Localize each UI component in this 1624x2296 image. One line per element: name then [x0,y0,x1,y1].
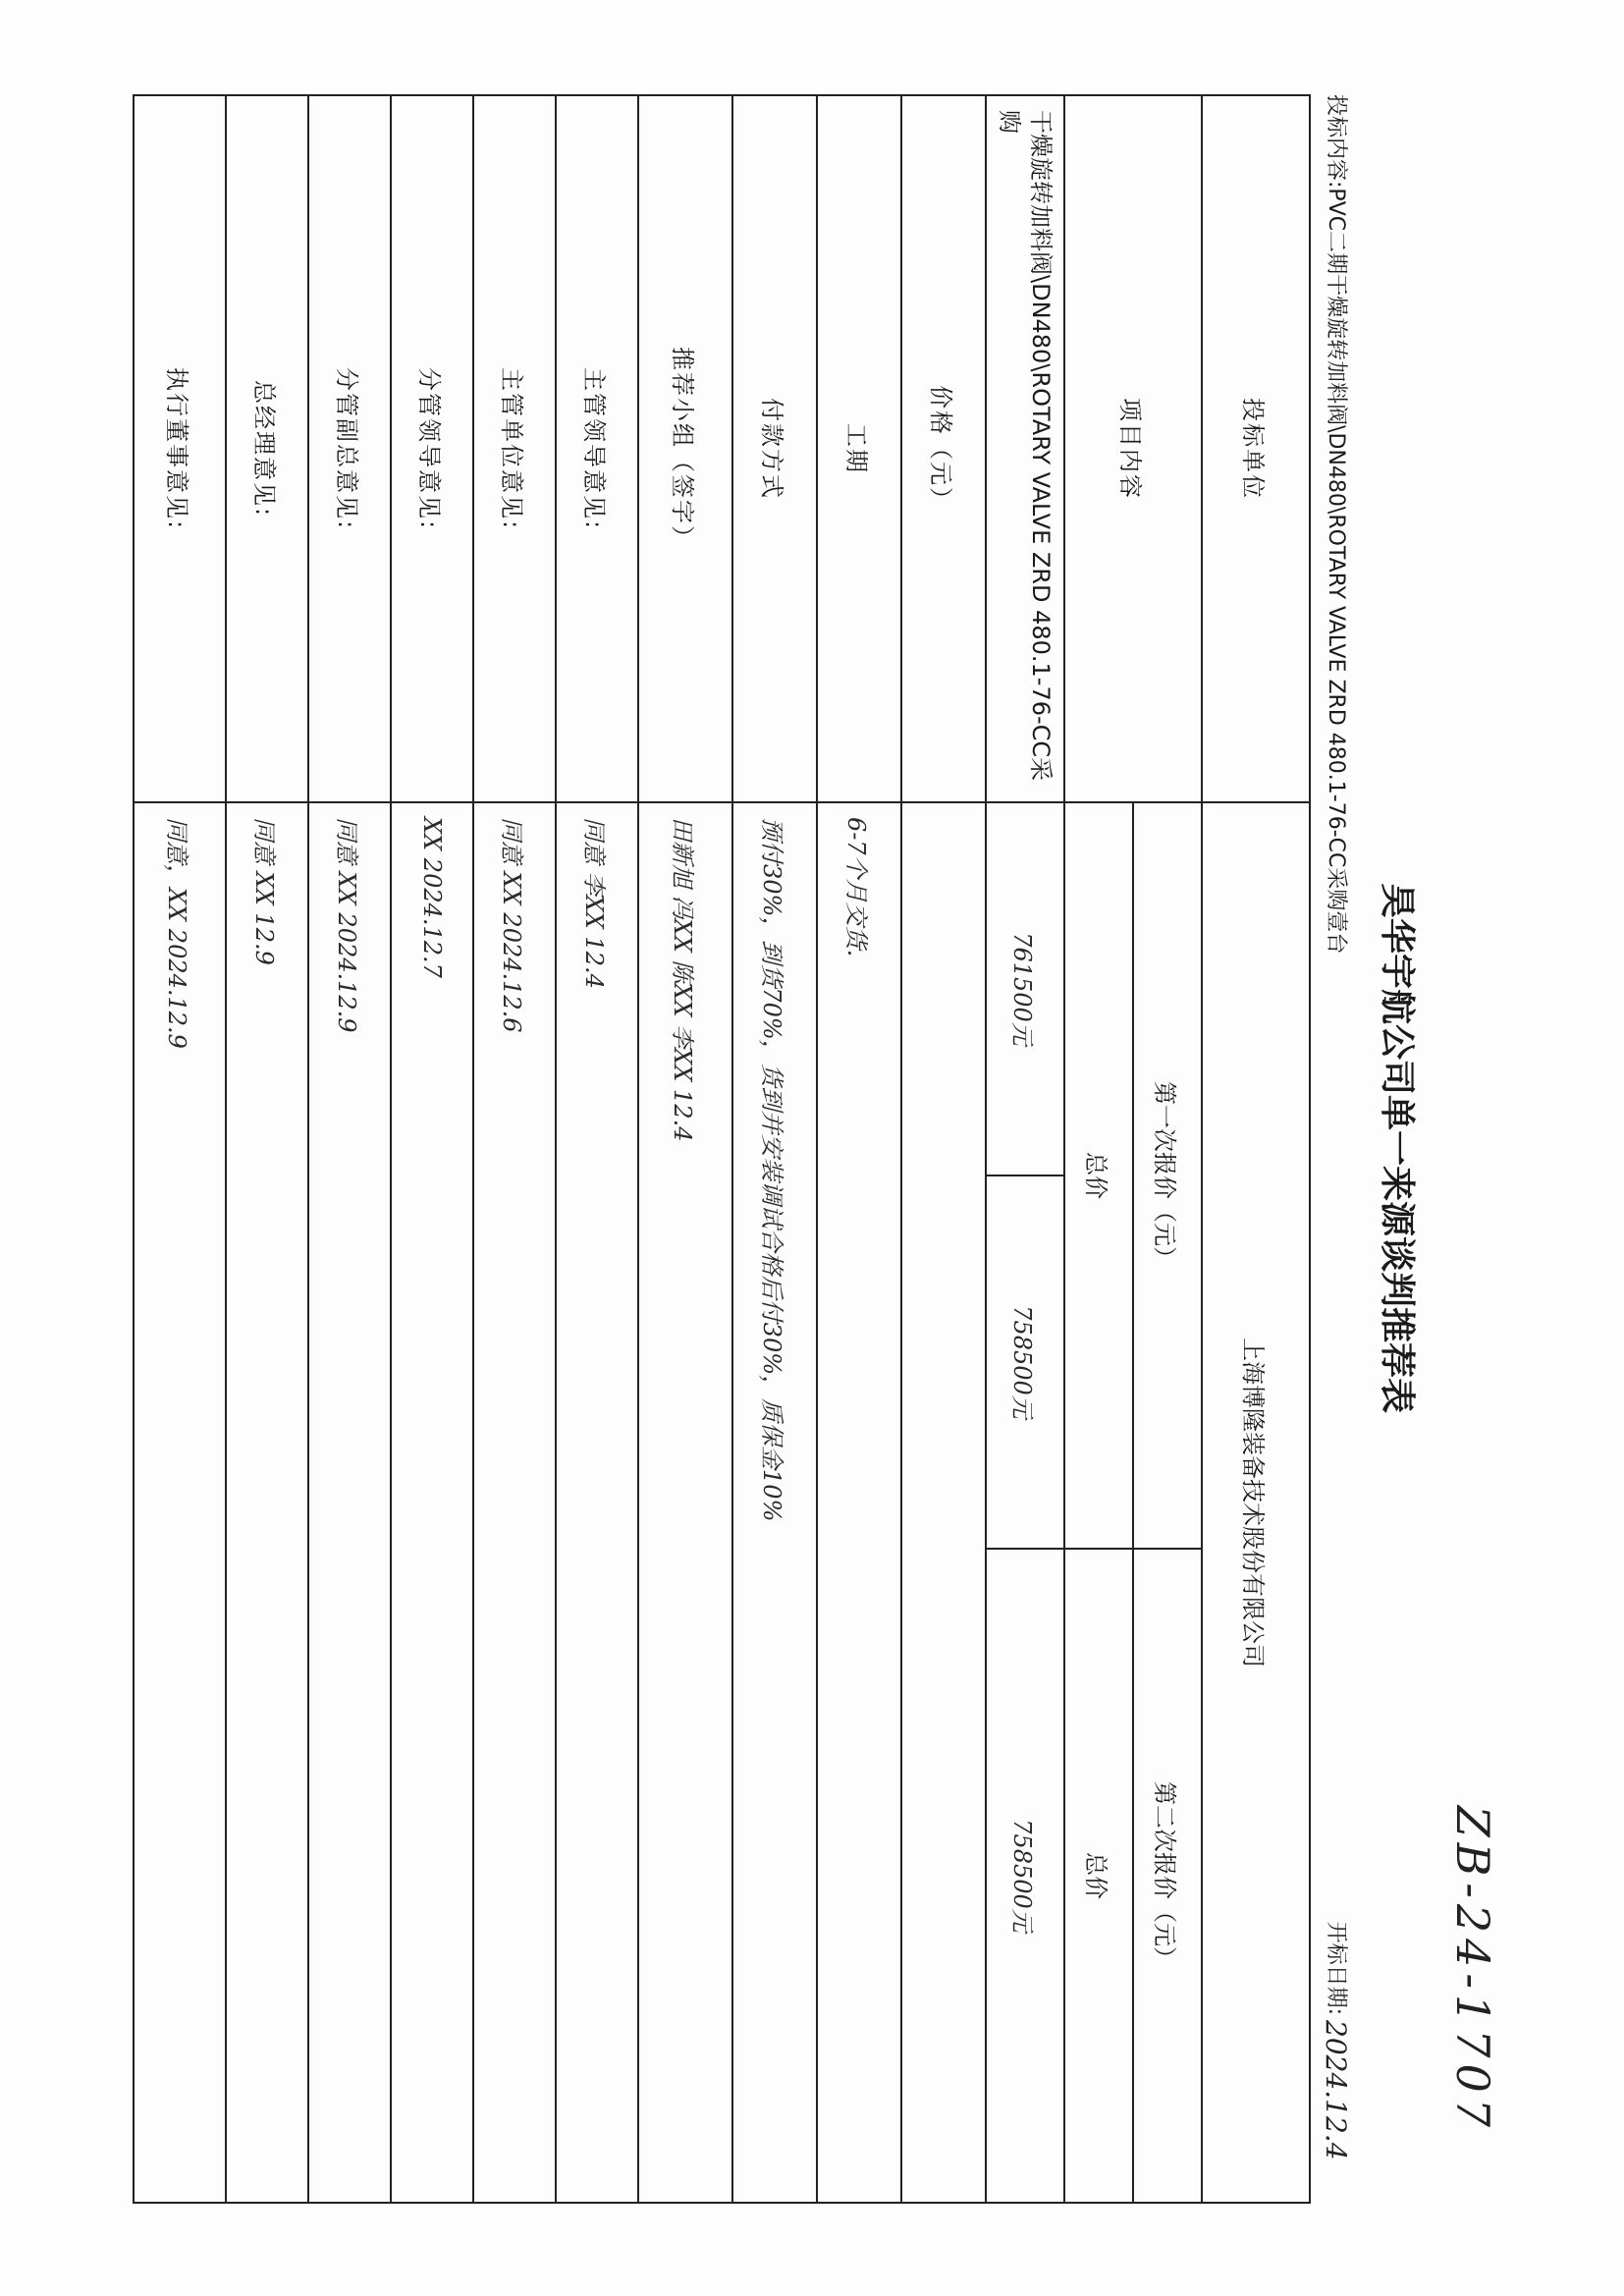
dept-unit-opinion: 同意 XX 2024.12.6 [473,802,556,2203]
gm-row [226,95,308,2203]
form-table [133,94,1311,2204]
item-row [986,95,1064,2203]
dept-leader-row [556,95,638,2203]
bidder-name: 上海博隆装备技术股份有限公司 [1202,802,1310,2203]
reference-number: ZB-24-1707 [1446,1805,1499,2133]
dept-leader-opinion: 同意 李XX 12.4 [556,802,638,2203]
dept-unit-label: 主管单位意见: [473,95,556,802]
price-label: 价格（元） [901,95,986,802]
payment-label: 付款方式 [732,95,817,802]
first-quote-label: 第一次报价（元） [1133,802,1202,1549]
bid-content-line [1311,94,1360,954]
vp-row [308,95,391,2203]
bid-content-value: PVC二期干燥旋转加料阀\DN480\ROTARY VALVE ZRD 480.1-76-CC采购壹台 [1324,188,1348,955]
bid-content-label: 投标内容: [1324,94,1348,189]
bidder-row [1202,95,1310,2203]
second-quote-value: 758500元 [986,1549,1064,2203]
chairman-opinion: 同意，XX 2024.12.9 [134,802,226,2203]
price-cell [901,802,986,2203]
div-leader-label: 分管领导意见: [391,95,473,802]
item-content: 干燥旋转加料阀\DN480\ROTARY VALVE ZRD 480.1-76-CC采购 [986,95,1064,802]
second-total-label: 总价 [1064,1549,1133,2203]
chairman-label: 执行董事意见: [134,95,226,802]
quote-header-row [1133,95,1202,2203]
vp-label: 分管副总意见: [308,95,391,802]
period-row [817,95,901,2203]
form-subheader [1311,94,1360,2202]
dept-unit-row [473,95,556,2203]
first-quote-value: 761500元 [986,802,1064,1175]
form-title: 昊华宇航公司单一来源谈判推荐表 [1377,882,1417,1413]
chairman-row [134,95,226,2203]
recommendation-form [163,94,1499,2202]
first-total-label: 总价 [1064,802,1133,1549]
bidder-label: 投标单位 [1202,95,1310,802]
recommend-signatures: 田新旭 冯XX 陈XX 李XX 12.4 [638,802,732,2203]
dept-leader-label: 主管领导意见: [556,95,638,802]
recommend-row [638,95,732,2203]
item-label: 项目内容 [1064,95,1202,802]
payment-value: 预付30%，到货70%，货到并安装调试合格后付30%，质保金10% [732,802,817,2203]
second-quote-label: 第二次报价（元） [1133,1549,1202,2203]
price-row [901,95,986,2203]
period-value: 6-7个月交货. [817,802,901,2203]
div-leader-opinion: XX 2024.12.7 [391,802,473,2203]
vp-opinion: 同意 XX 2024.12.9 [308,802,391,2203]
period-label: 工期 [817,95,901,802]
gm-opinion: 同意 XX 12.9 [226,802,308,2203]
payment-row [732,95,817,2203]
bid-date-label: 开标日期: [1324,1921,1348,2015]
negotiated-first-value: 758500元 [986,1175,1064,1549]
div-leader-row [391,95,473,2203]
bid-date-value: 2024.12.4 [1320,2020,1352,2160]
gm-label: 总经理意见: [226,95,308,802]
recommend-label: 推荐小组（签字） [638,95,732,802]
